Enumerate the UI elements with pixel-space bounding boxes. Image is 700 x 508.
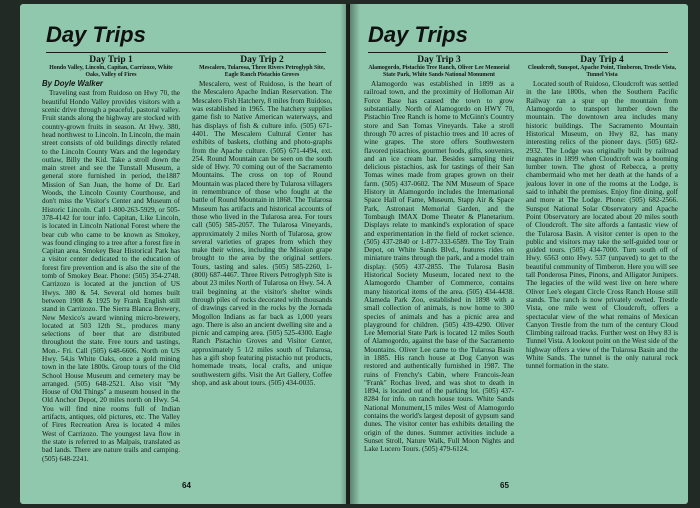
trip3-title: Day Trip 3 <box>417 55 461 65</box>
right-page-title: Day Trips <box>368 22 468 47</box>
left-page <box>20 4 346 504</box>
trip1-byline: By Doyle Walker <box>42 79 103 89</box>
trip2-title: Day Trip 2 <box>240 55 284 65</box>
trip2-text: Mescalero, west of Ruidoso, is the heart of the Mescalero Apache Indian Reservation. The Mescalero Fish Hatchery, 8 miles from Ruidoso, was established in 1965. The hatchery supplies game fish to Native American waterways, and has displays of fish & culture info. (505) 671-4401. The Mescalero Cultural Center has exhibits of baskets, clothing and photo-graphs from the Apache culture. (505) 671-4494, ext. 254. Round Mountain can be seen on the south side of Hwy. 70 coming out of the Sacramento Mountains. The cross on top of Round Mountain was placed there by Tularosa villagers in remembrance of those who fought at the battle of Round Mountain in 1868. The Tularosa Museum has artifacts and historical accounts of those who lived in the Tularosa area. For tours call (505) 585-2057. The Tularosa Vineyards, approximately 2 miles North of Tularosa, grow several varieties of grapes from which they make their wines, including the Mission grape brought to the area by the original settlers. Tours, tasting and sales. (505) 585-2260, 1-(800) 687-4467. Three Rivers Petroglyph Site is about 23 miles North of Tularosa on Hwy. 54. A trail beginning at the visitor's shelter winds through piles of rocks decorated with thousands of drawings carved in the rocks by the Jornada Mogollon Indians as far back as 1,000 years ago. There is also an ancient dwelling site and a picnic and camping area. (505) 525-4300. Eagle Ranch Pistachio Groves and Visitor Center, approximately 5 1/2 miles south of Tularosa, has a gift shop featuring pistachio nut products, homemade treats, local crafts, and unique southwestern gifts. Visit the Art Gallery, Coffee shop, and ask about tours. (505) 434-0035. <box>192 80 332 387</box>
trip4-title: Day Trip 4 <box>580 55 624 65</box>
trip1-subtitle: Hondo Valley, Lincoln, Capitan, Carrizozo, White Oaks, Valley of Fires <box>49 65 173 78</box>
trip4-text: Located south of Ruidoso, Cloudcroft was settled in the late 1800s, when the Southern Pacific Railway ran a spur up the mountain from Alamogordo to transport lumber down the mountain. The downtown area includes many historic buildings. The Sacramento Mountain Historical Museum, on Hwy 82, has many interesting relics of the pioneer days. (505) 682-2932. The Lodge was originally built by railroad magnates in 1899 when Cloudcroft was a booming lumber town. The ghost of Rebecca, a pretty chambermaid who met her death at the hands of a jealous lover in one of the rooms at the Lodge, is said to inhabit the premises. Enjoy fine dining, golf and more at The Lodge. Phone: (505) 682-2566. Sunspot National Solar Observatory and Apache Point Observatory are located about 20 miles south of Cloudcroft. The site affords a fantastic view of the Tularosa Basin. A visitor center is open to the public and visitors may take the self-guided tour or guided tours. (505) 434-7000. Turn south off of Hwy. 6563 onto Hwy. 537 (unpaved) to get to the beautiful community of Timberon. Here you will see tall Ponderosa Pines, Pinons, and Alligator Junipers. The legacies of the wild west live on here where Oliver Lee's elegant Circle Cross Ranch House still stands. The ranch is now privately owned. Trestle Vista, one mile west of Cloudcroft, offers a spectacular view of the what remains of Mexican Canyon Trestle from the turn of the century Cloud Climbing railroad tracks. Further west on Hwy 83 is Tunnel Vista. A lookout point on the West side of the highway offers a view of the Tularosa Basin and the White Sands. The tunnel is the only natural rock tunnel formation in the state. <box>526 80 678 371</box>
right-column-2 <box>526 54 678 371</box>
left-column-2 <box>192 54 332 387</box>
trip3-text: Alamogordo was established in 1899 as a railroad town, and the proximity of Holloman Air Force Base has caused the town to grow substantially. North of Alamogordo on HWY 70, Pistachio Tree Ranch is home to McGinn's Country store and San Tomas Vineyards. Take a stroll through 70 acres of pistachio trees and 10 acres of wine grapes. The store offers Southwestern flavored pistachios, gourmet foods, gifts, souvenirs, and an ice cream bar. Besides sampling their delicious pistachios, ask for tastings of their San Tomas wines made from grapes grown on their farm. (505) 437-0602. The NM Museum of Space History in Alamogordo includes the International Space Hall of Fame, Museum, Stapp Air & Space Park, Astronaut Memorial Garden, and the Tombaugh IMAX Dome Theater & Planetarium. Displays relate to mankind's exploration of space and experimentation in the field of rocket science. (505) 437-2840 or 1-877-333-6589. The Toy Train Depot, on White Sands Blvd., features rides on miniature trains through the park, and a model train display. (505) 437-2855. The Tularosa Basin Historical Society Museum, located next to the Alamogordo Chamber of Commerce, contains many historical items of the area. (505) 434-4438. Alameda Park Zoo, established in 1898 with a small collection of animals, is now home to 300 species of animals and has a picnic area and playground for children. (505) 439-4290. Oliver Lee Memorial State Park is located 12 miles South of Alamogordo, against the base of the Sacramento Mountains. Oliver Lee came to the Tularosa Basin in 1885. His ranch house at Dog Canyon was restored and authentically furnished in 1987. The ruins of Frenchy's Cabin, where Francois-Jean "Frank" Rochas lived, and was shot to death in 1894, is located out of the parking lot. (505) 437-8284 for info. on ranch house tours. White Sands National Monument,15 miles West of Alamogordo contains the world's largest deposit of gypsum sand dunes. The visitor center has exhibits detailing the origin of the dunes. Summer activities include a Sunset Stroll, Nature Walk, Full Moon Nights and Lake Lucero Tours. (505) 479-6124. <box>364 80 514 454</box>
left-page-title: Day Trips <box>46 22 146 47</box>
left-page-number: 64 <box>182 481 191 490</box>
trip1-title: Day Trip 1 <box>89 55 133 65</box>
trip4-subtitle: Cloudcroft, Sunspot, Apache Point, Timberon, Trestle Vista, Tunnel Vista <box>527 65 677 78</box>
right-page-number: 65 <box>500 481 509 490</box>
left-page-header <box>46 22 326 53</box>
trip2-subtitle: Mescalero, Tularosa, Three Rivers Petroglyph Site, Eagle Ranch Pistachio Groves <box>199 65 325 78</box>
trip3-subtitle: Alamogordo, Pistachio Tree Ranch, Oliver Lee Memorial State Park, White Sands National Monument <box>368 65 510 78</box>
right-page <box>350 4 688 504</box>
right-page-header <box>368 22 668 53</box>
trip1-text: Traveling east from Ruidoso on Hwy 70, the beautiful Hondo Valley provides visitors with a scenic drive through a peaceful, pastoral valley. Fruit stands along the highway are stocked with country-grown fruits in season. At Hwy. 380, head northwest to Lincoln. In Lincoln, the main street consists of old buildings directly related to the Lincoln County Wars and the legendary outlaw, Billy the Kid. Take a stroll down the main street and see the Tunstall Museum, a general store furnished in period, the1887 Mission of San Juan, the home of Dr. Earl Woods, the Lincoln County Courthouse, and don't miss the Visitor's Center and Museum of Historic Lincoln. Call 1-800-263-5929, or 505-378-4142 for tour info. Capitan, Like Lincoln, is located in Lincoln National Forest where the bear cub who came to be known as Smokey, was found clinging to a tree after a forest fire in Capitan area. Smokey Bear Historical Park has a visitor center dedicated to the education of forest fire prevention and is also the site of the tomb of Smokey Bear. Phone: (505) 354-2748. Carrizozo is located at the junction of US Hwys. 380 & 54. Several old homes built between 1908 & 1925 by Frank English still stand in Carrizozo. The Sierra Blanca Brewery, New Mexico's award winning micro-brewery, located at 503 12th St., produces many selections of beer that are distributed throughout the state. Free tours and tastings, Mon.- Fri. Call (505) 648-6606. North on US Hwy. 54,is White Oaks, once a gold mining town in the late 1800s. Group tours of the Old School House Museum and cemetery may be arranged. (505) 648-2521. Also visit "My House of Old Things" a museum housed in the Old Anchor Depot, 20 miles north on Hwy. 54. You will find nine rooms full of Indian artifacts, antiques, old pictures, etc. The Valley of Fires Recreation Area is located 4 miles West of Carrizozo. The youngest lava flow in the state is referred to as Malpais, translated as bad lands. There are nature trails and camping. (505) 648-2241. <box>42 89 180 463</box>
right-column-1 <box>364 54 514 454</box>
left-column-1 <box>42 54 180 463</box>
book-gutter-shadow <box>340 4 360 504</box>
